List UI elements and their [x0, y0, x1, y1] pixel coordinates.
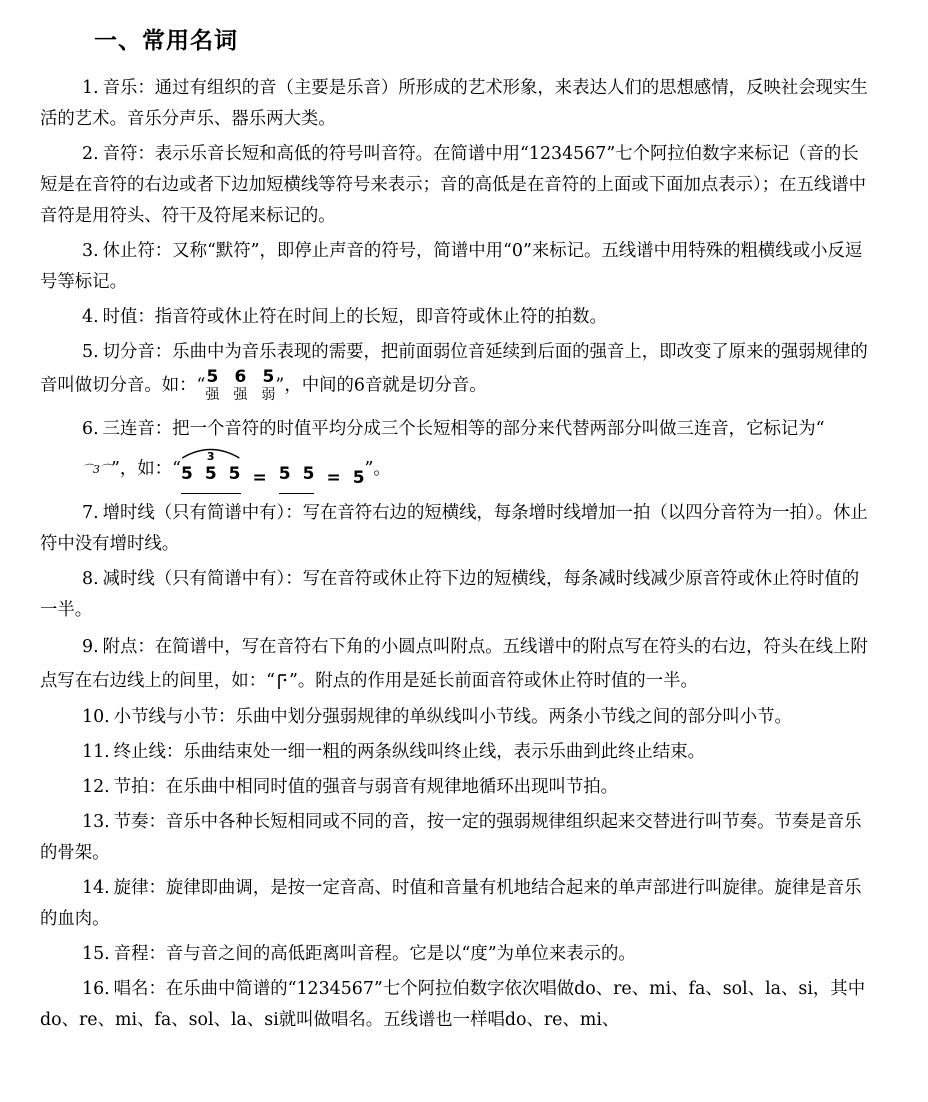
entry-term: 唱名：	[113, 979, 166, 999]
entry-term: 切分音：	[102, 342, 173, 362]
entry-term: 旋律：	[113, 878, 166, 898]
entry-12	[40, 772, 872, 803]
entry-text: 旋律即曲调，是按一定音高、时值和音量有机地结合起来的单声部进行叫旋律。旋律是音乐的血肉。	[40, 878, 862, 929]
entry-11	[40, 737, 872, 768]
syncopation-cell	[261, 368, 275, 404]
entry-15	[40, 939, 872, 970]
entry-8	[40, 564, 872, 626]
entry-2	[40, 139, 872, 232]
triplet-label: 3	[206, 450, 215, 463]
entry-term: 时值：	[102, 307, 155, 327]
entry-term: 终止线：	[113, 742, 184, 762]
entry-16	[40, 974, 872, 1036]
entry-14	[40, 873, 872, 935]
triplet-note: 5	[228, 464, 241, 484]
entry-text: 在乐曲中相同时值的强音与弱音有规律地循环出现叫节拍。	[165, 777, 619, 797]
entry-term: 音符：	[102, 144, 155, 164]
pair-note: 5	[302, 464, 315, 484]
pair-group	[279, 459, 315, 494]
entry-number: 11.	[82, 742, 110, 762]
entry-term: 小节线与小节：	[113, 707, 236, 727]
entry-1	[40, 73, 872, 135]
entry-term: 三连音：	[102, 419, 173, 439]
entry-number: 14.	[82, 878, 110, 898]
entry-10	[40, 702, 872, 733]
entry-term: 音乐：	[102, 78, 155, 98]
entry-9	[40, 630, 872, 698]
entry-text: 指音符或休止符在时间上的长短，即音符或休止符的拍数。	[154, 307, 607, 327]
entry-text: 表示乐音长短和高低的符号叫音符。在简谱中用“1234567”七个阿拉伯数字来标记（音的长短是在音符的右边或者下边加短横线等符号来表示；音的高低是在音符的上面或下面加点表示）；在五线谱中音符是用符头、符干及符尾来标记的。	[40, 144, 867, 226]
syncopation-cell	[205, 368, 219, 404]
entry-text: 乐曲中划分强弱规律的单纵线叫小节线。两条小节线之间的部分叫小节。	[235, 707, 792, 727]
triplet-mark-number: 3	[93, 463, 100, 476]
underline	[279, 493, 315, 494]
entry-text: 乐曲中为音乐表现的需要，把前面弱位音延续到后面的强音上，即改变了原来的强弱规律的音叫做切分音。如：“	[40, 342, 868, 396]
entry-text: 把一个音符的时值平均分成三个长短相等的部分来代替两部分叫做三连音，它标记为“	[172, 419, 825, 439]
entry-text: 写在音符右边的短横线，每条增时线增加一拍（以四分音符为一拍）。休止符中没有增时线。	[40, 503, 868, 554]
entry-term: 增时线（只有简谱中有）：	[102, 503, 303, 523]
entry-number: 9.	[82, 637, 99, 657]
entry-text: ”，中间的6音就是切分音。	[275, 375, 487, 396]
equals-sign: =	[252, 468, 267, 488]
entry-text: 通过有组织的音（主要是乐音）所形成的艺术形象，来表达人们的思想感情，反映社会现实生活的艺术。音乐分声乐、器乐两大类。	[40, 78, 868, 129]
syncopation-note: 6	[234, 367, 247, 387]
entry-term: 减时线（只有简谱中有）：	[102, 569, 303, 589]
syncopation-label: 弱	[261, 387, 276, 403]
entry-text: 又称“默符”，即停止声音的符号，简谱中用“0”来标记。五线谱中用特殊的粗横线或小反逗号等标记。	[40, 241, 863, 292]
entry-text: ”。	[364, 459, 391, 479]
entry-number: 8.	[82, 569, 99, 589]
entry-text: 音乐中各种长短相同或不同的音，按一定的强弱规律组织起来交替进行叫节奏。节奏是音乐的骨架。	[40, 812, 862, 863]
entry-number: 7.	[82, 503, 99, 523]
section-heading: 一、常用名词	[94, 28, 238, 54]
syncopation-label: 强	[205, 387, 220, 403]
triplet-mark: ⌒3⌒	[82, 463, 111, 476]
dotted-note-icon	[275, 673, 289, 691]
entry-number: 3.	[82, 241, 99, 261]
entry-text: ”，如：“	[111, 459, 181, 479]
entry-term: 休止符：	[102, 241, 173, 261]
entry-number: 15.	[82, 944, 110, 964]
entry-3	[40, 236, 872, 298]
entry-number: 10.	[82, 707, 110, 727]
single-note: 5	[352, 468, 365, 488]
syncopation-cell	[233, 368, 247, 404]
entry-number: 2.	[82, 144, 99, 164]
entry-term: 音程：	[113, 944, 166, 964]
entry-term: 节拍：	[113, 777, 166, 797]
entry-term: 节奏：	[113, 812, 166, 832]
triplet-example	[181, 445, 365, 494]
entry-13	[40, 807, 872, 869]
entry-text: 在简谱中，写在音符右下角的小圆点叫附点。五线谱中的附点写在符头的右边，符头在线上附点写在右边线上的间里，如：“	[40, 637, 868, 691]
entry-text: 音与音之间的高低距离叫音程。它是以“度”为单位来表示的。	[165, 944, 636, 964]
entry-number: 1.	[82, 78, 99, 98]
entry-number: 6.	[82, 419, 99, 439]
entry-text: 写在音符或休止符下边的短横线，每条减时线减少原音符或休止符时值的一半。	[40, 569, 860, 620]
entry-text: ”。附点的作用是延长前面音符或休止符时值的一半。	[288, 671, 698, 691]
syncopation-label: 强	[233, 387, 248, 403]
entry-7	[40, 498, 872, 560]
pair-note: 5	[278, 464, 291, 484]
syncopation-note: 5	[206, 367, 219, 387]
triplet-note: 5	[204, 464, 217, 484]
entry-4	[40, 302, 872, 333]
equals-sign: =	[326, 468, 341, 488]
syncopation-example	[205, 368, 275, 404]
syncopation-note: 5	[262, 367, 275, 387]
entry-term: 附点：	[102, 637, 155, 657]
entry-number: 16.	[82, 979, 110, 999]
triplet-note: 5	[180, 464, 193, 484]
entry-6	[40, 414, 872, 494]
entry-text: 乐曲结束处一细一粗的两条纵线叫终止线，表示乐曲到此终止结束。	[183, 742, 705, 762]
triplet-group	[180, 450, 241, 494]
entry-text: 在乐曲中简谱的“1234567”七个阿拉伯数字依次唱做do、re、mi、fa、sol、la、si，其中do、re、mi、fa、sol、la、si就叫做唱名。五线谱也一样唱do、re、mi、	[40, 979, 866, 1030]
underline	[181, 493, 241, 494]
entry-number: 13.	[82, 812, 110, 832]
entry-5	[40, 337, 872, 404]
entry-number: 5.	[82, 342, 99, 362]
entry-number: 4.	[82, 307, 99, 327]
entry-number: 12.	[82, 777, 110, 797]
